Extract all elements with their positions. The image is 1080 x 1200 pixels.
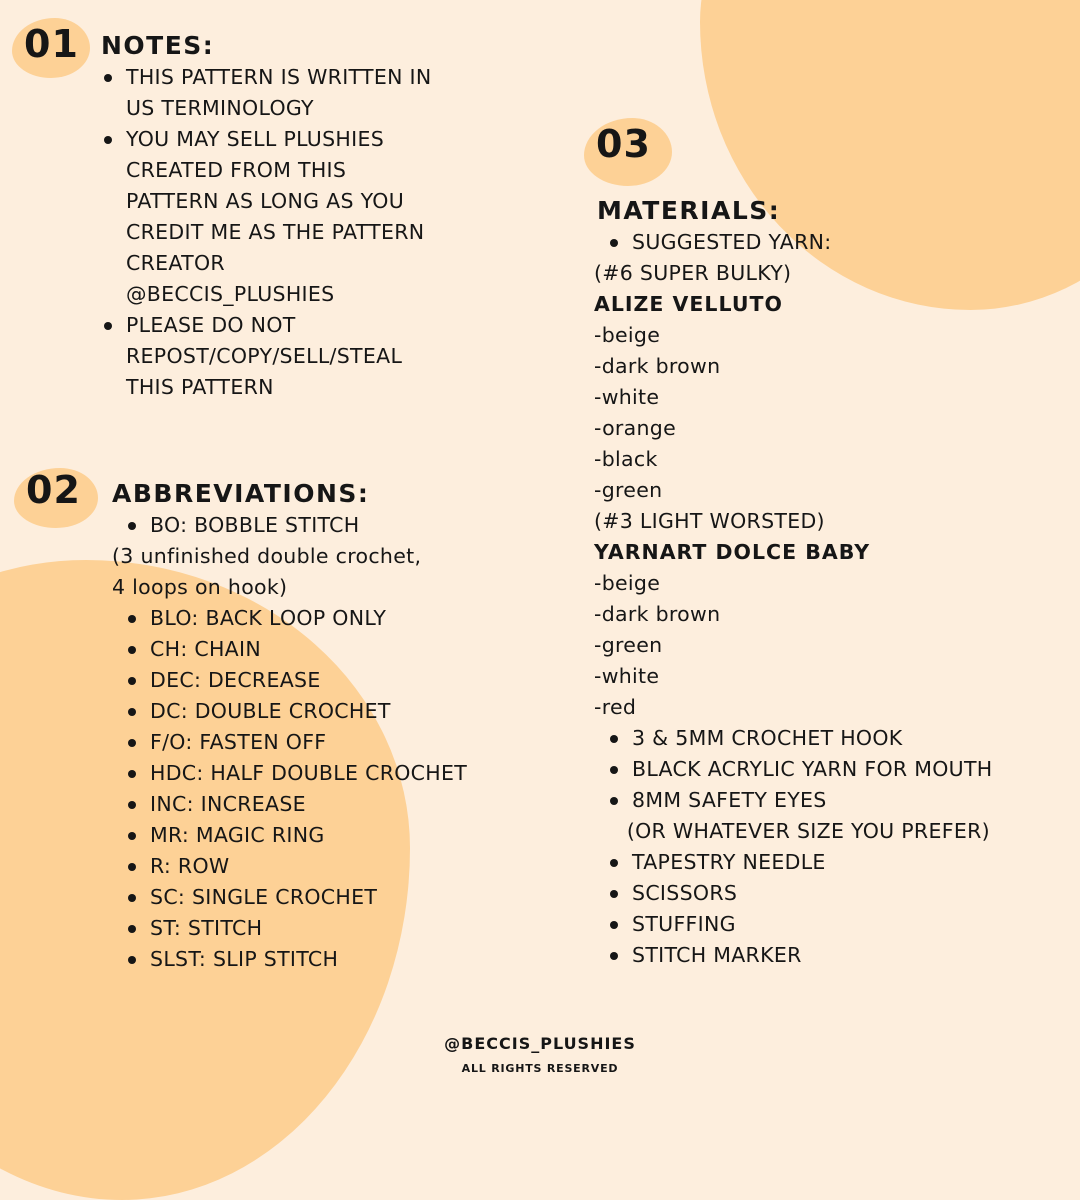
notes-item: PLEASE DO NOT REPOST/COPY/SELL/STEAL THIS PATTERN [126,310,506,403]
notes-list [126,62,506,403]
materials-item: 8MM SAFETY EYES (OR WHATEVER SIZE YOU PREFER) [632,785,1074,847]
yarn-brand: YARNART DOLCE BABY [594,540,871,564]
notes-item: THIS PATTERN IS WRITTEN IN US TERMINOLOGY [126,62,506,124]
yarn-color: -white [594,385,660,409]
section-number-01: 01 [24,22,79,66]
bobble-note-line: (3 unfinished double crochet, [112,544,422,568]
materials-item: TAPESTRY NEEDLE [632,847,1074,878]
abbreviation-item: DC: DOUBLE CROCHET [150,696,552,727]
yarn-color: -dark brown [594,354,721,378]
abbreviation-item: ST: STITCH [150,913,552,944]
materials-item: 3 & 5MM CROCHET HOOK [632,723,1074,754]
abbreviation-item: DEC: DECREASE [150,665,552,696]
bobble-note-line: 4 loops on hook) [112,575,288,599]
materials-list [594,227,1074,971]
yarn-color: -green [594,478,663,502]
yarn-color: -beige [594,571,661,595]
notes-heading: NOTES: [101,31,215,60]
materials-item: BLACK ACRYLIC YARN FOR MOUTH [632,754,1074,785]
materials-item: SCISSORS [632,878,1074,909]
abbreviations-heading: ABBREVIATIONS: [112,479,370,508]
abbreviation-item: SLST: SLIP STITCH [150,944,552,975]
yarn-weight: (#3 LIGHT WORSTED) [594,509,825,533]
yarn-color: -black [594,447,658,471]
abbreviation-item: INC: INCREASE [150,789,552,820]
materials-item: STUFFING [632,909,1074,940]
abbreviations-list [112,510,552,975]
yarn-color: -green [594,633,663,657]
yarn-color: -beige [594,323,661,347]
materials-item: STITCH MARKER [632,940,1074,971]
yarn-color: -dark brown [594,602,721,626]
abbreviation-item: MR: MAGIC RING [150,820,552,851]
materials-item: SUGGESTED YARN: [632,227,1074,258]
yarn-color: -red [594,695,637,719]
materials-heading: MATERIALS: [597,196,781,225]
yarn-brand: ALIZE VELLUTO [594,292,783,316]
abbreviation-item: BO: BOBBLE STITCH [150,510,552,541]
abbreviation-item: CH: CHAIN [150,634,552,665]
footer-rights: ALL RIGHTS RESERVED [461,1062,619,1075]
yarn-color: -white [594,664,660,688]
abbreviation-item: SC: SINGLE CROCHET [150,882,552,913]
footer-handle: @BECCIS_PLUSHIES [444,1034,636,1053]
yarn-weight: (#6 SUPER BULKY) [594,261,792,285]
abbreviation-item: R: ROW [150,851,552,882]
abbreviation-item: F/O: FASTEN OFF [150,727,552,758]
abbreviation-item: HDC: HALF DOUBLE CROCHET [150,758,552,789]
yarn-color: -orange [594,416,677,440]
notes-item: YOU MAY SELL PLUSHIES CREATED FROM THIS PATTERN AS LONG AS YOU CREDIT ME AS THE PATTERN CREATOR @BECCIS_PLUSHIES [126,124,506,310]
section-number-03: 03 [596,122,651,166]
abbreviation-item: BLO: BACK LOOP ONLY [150,603,552,634]
section-number-02: 02 [26,468,81,512]
